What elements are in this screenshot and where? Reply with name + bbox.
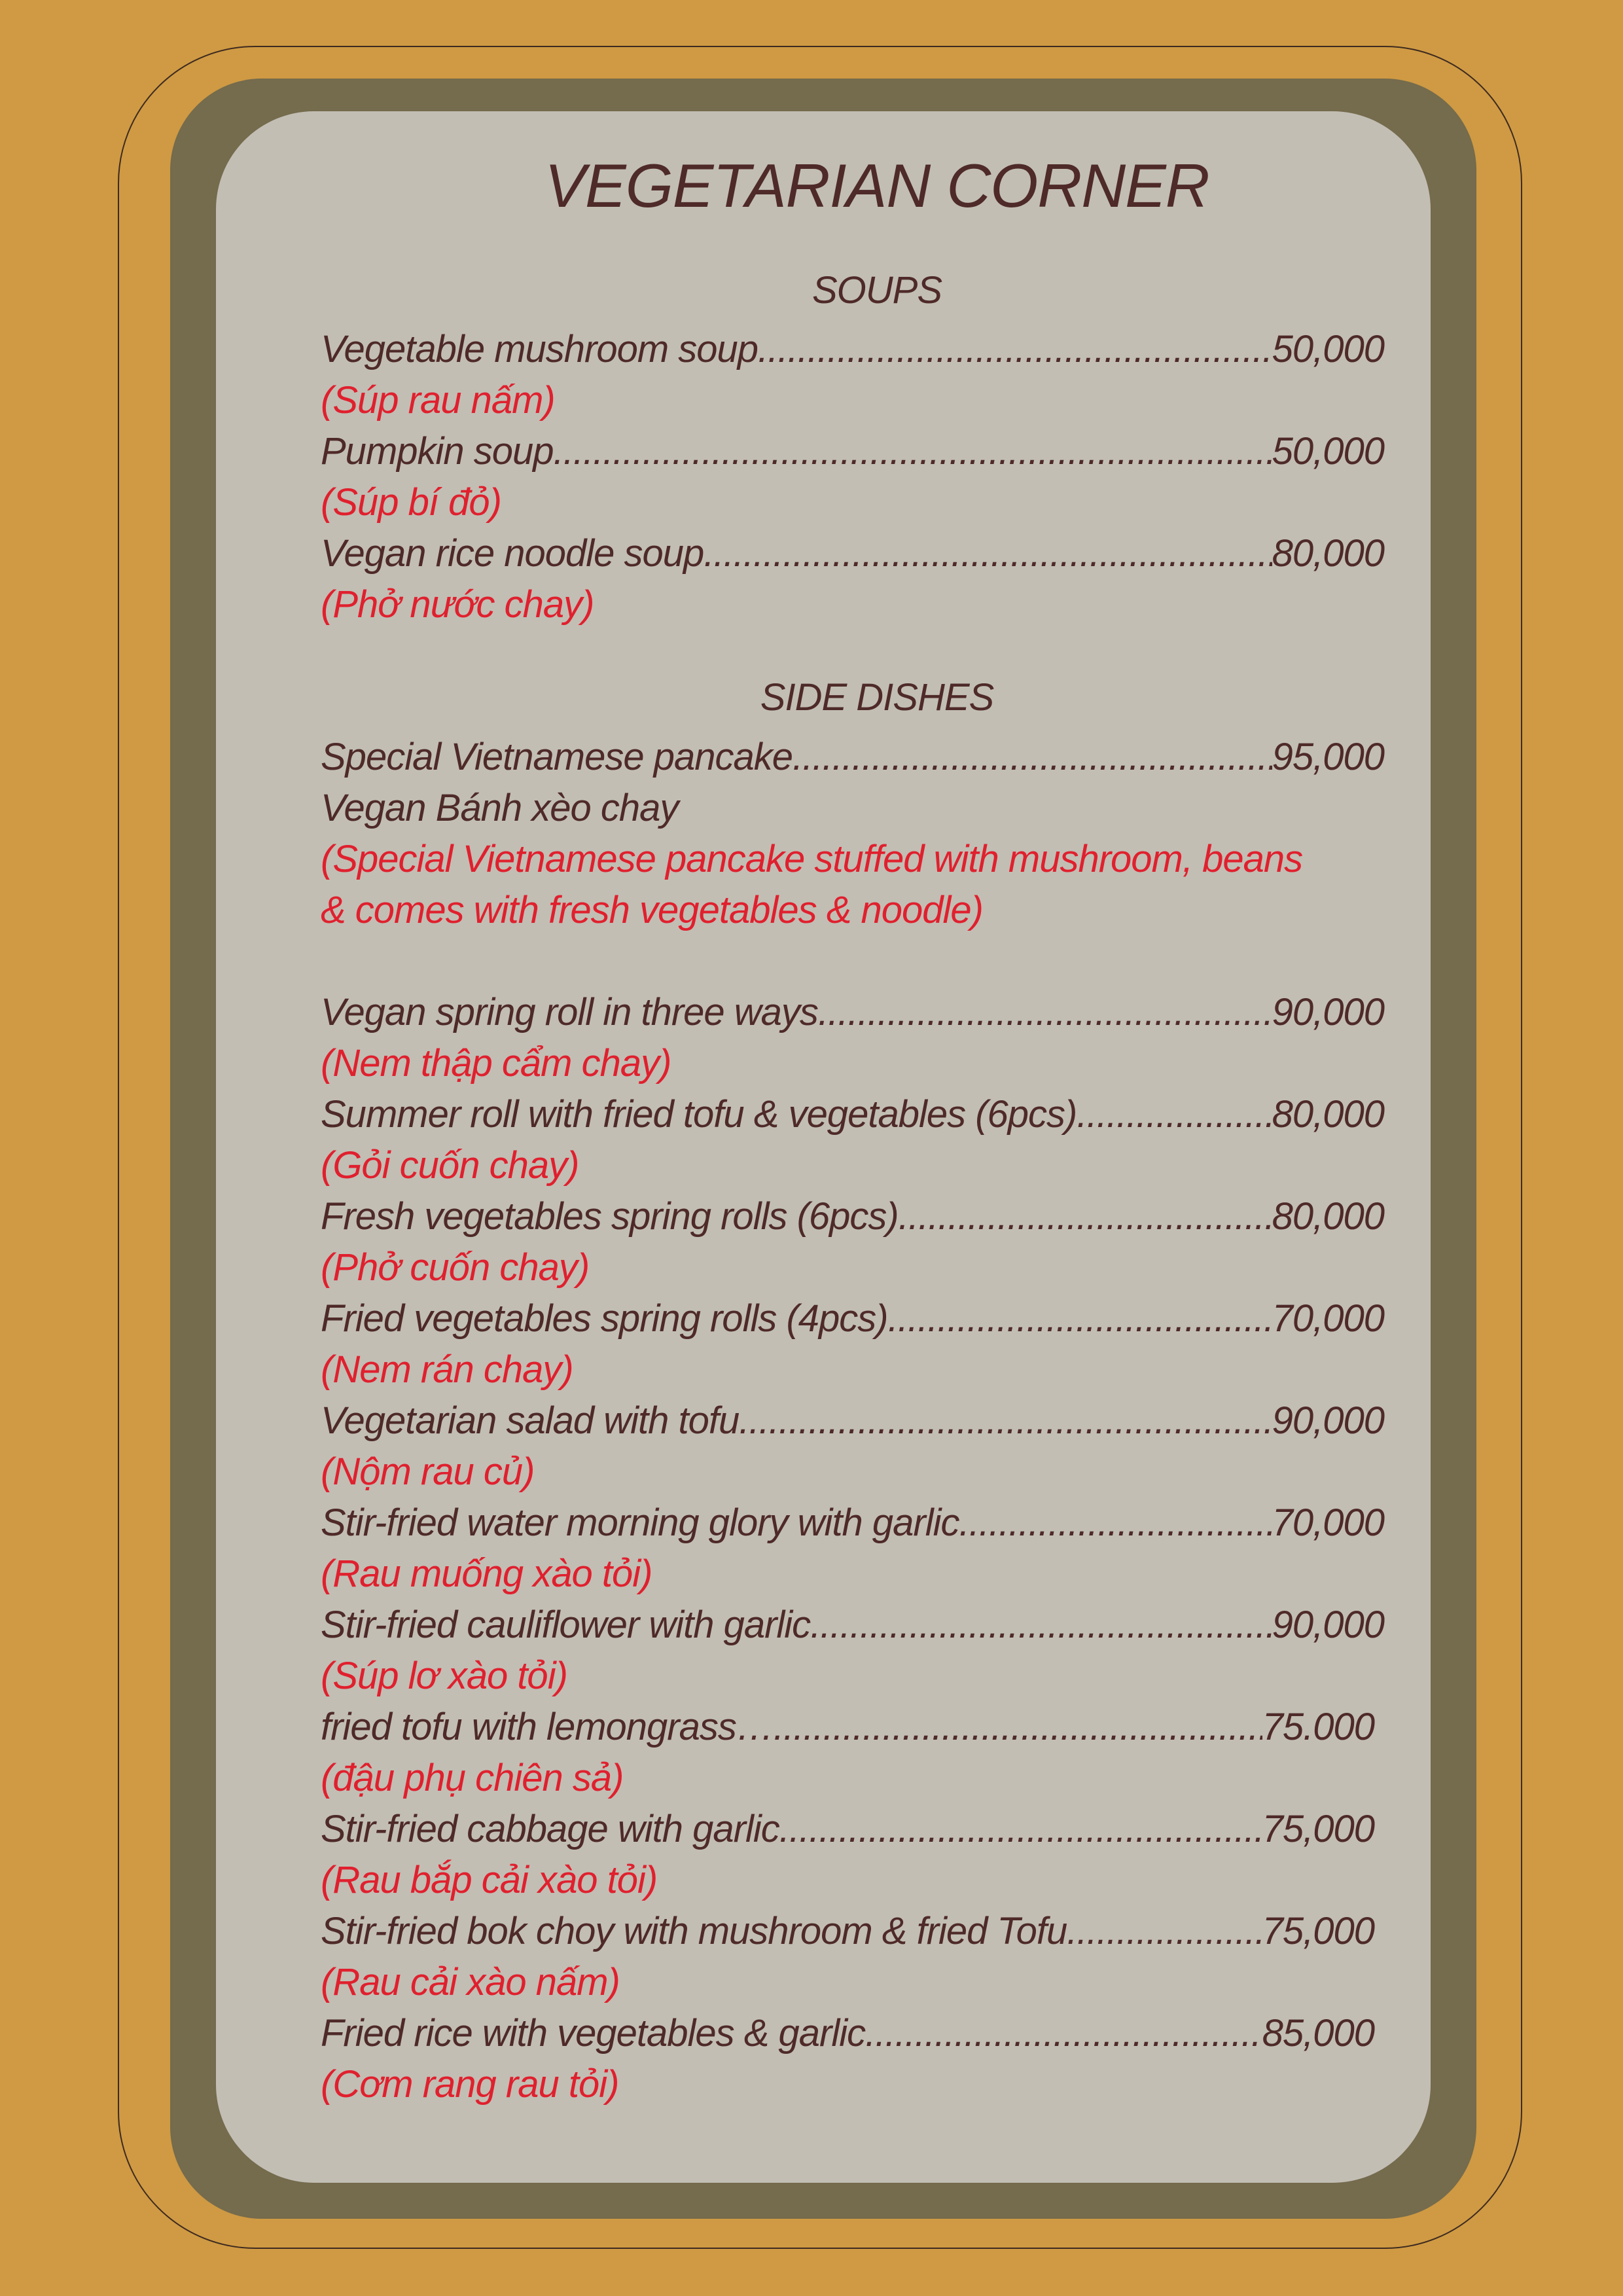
dish-price: 80,000: [1272, 532, 1384, 575]
dish-vietnamese-name: (Phở cuốn chay): [321, 1246, 590, 1289]
dish-vietnamese-name: (Nộm rau củ): [321, 1450, 535, 1493]
leader-dots: [959, 1498, 1272, 1549]
dish-description: & comes with fresh vegetables & noodle): [321, 889, 983, 931]
dish-vietnamese-name: (Cơm rang rau tỏi): [321, 2063, 619, 2106]
leader-dots: [704, 528, 1272, 579]
dish-price: 75.000: [1262, 1706, 1374, 1748]
dish-price: 95,000: [1272, 736, 1384, 778]
dish-price: 70,000: [1272, 1297, 1384, 1340]
dish-row-pumpkin-soup: [321, 426, 1384, 477]
menu-panel: [216, 111, 1431, 2183]
dish-row: [321, 1804, 1374, 1855]
dish-vietnamese-name: (Súp rau nấm): [321, 379, 555, 422]
dish-row: [321, 1498, 1384, 1549]
dish-vietnamese-name: (Rau muống xào tỏi): [321, 1552, 652, 1595]
dish-row-vegan-rice-noodle-soup: [321, 528, 1384, 579]
menu-title: VEGETARIAN CORNER: [544, 151, 1209, 220]
dish-row: [321, 1395, 1384, 1446]
leader-dots: [865, 2008, 1262, 2059]
dish-name: Stir-fried cauliflower with garlic: [321, 1604, 811, 1646]
dish-vietnamese-name: (Súp bí đỏ): [321, 481, 501, 524]
leader-dots: [774, 1702, 1262, 1753]
dish-name: Stir-fried cabbage with garlic: [321, 1808, 779, 1850]
dish-row: [321, 1191, 1384, 1242]
leader-dots: [888, 1293, 1272, 1344]
dish-price: 80,000: [1272, 1195, 1384, 1238]
dish-subtitle: Vegan Bánh xèo chay: [321, 787, 679, 829]
dish-name: Stir-fried bok choy with mushroom & fried Tofu: [321, 1910, 1067, 1952]
leader-dots: [1067, 1906, 1262, 1957]
dish-vietnamese-name: (Gỏi cuốn chay): [321, 1144, 579, 1187]
dish-row: [321, 1702, 1374, 1753]
leader-dots: [793, 732, 1272, 783]
dish-name: Vegetarian salad with tofu: [321, 1399, 740, 1442]
dish-vietnamese-name: (Phở nước chay): [321, 583, 594, 626]
dish-vietnamese-name: (Rau cải xào nấm): [321, 1961, 620, 2003]
dish-vietnamese-name: (Súp lơ xào tỏi): [321, 1655, 567, 1697]
dish-description: (Special Vietnamese pancake stuffed with mushroom, beans: [321, 838, 1303, 880]
dish-vietnamese-name: (Nem rán chay): [321, 1348, 573, 1391]
dish-name: Summer roll with fried tofu & vegetables (6pcs): [321, 1093, 1077, 1136]
leader-dots: [554, 426, 1272, 477]
leader-dots: [758, 324, 1272, 375]
dish-price: 80,000: [1272, 1093, 1384, 1136]
dish-name: Stir-fried water morning glory with garlic: [321, 1501, 959, 1544]
dish-row: [321, 1293, 1384, 1344]
dish-price: 75,000: [1262, 1808, 1374, 1850]
dish-price: 85,000: [1262, 2012, 1374, 2054]
dish-row-vegetable-mushroom-soup: [321, 324, 1384, 375]
dish-price: 50,000: [1272, 430, 1384, 473]
dish-price: 75,000: [1262, 1910, 1374, 1952]
side-dishes-heading: SIDE DISHES: [760, 676, 994, 719]
dish-price: 50,000: [1272, 328, 1384, 370]
dish-name: fried tofu with lemongrass…: [321, 1706, 774, 1748]
dish-row: [321, 1089, 1384, 1140]
dish-name: Fried rice with vegetables & garlic: [321, 2012, 866, 2054]
dish-vietnamese-name: (đậu phụ chiên sả): [321, 1757, 624, 1799]
dish-name: Vegetable mushroom soup: [321, 328, 758, 370]
dish-name: Fresh vegetables spring rolls (6pcs): [321, 1195, 899, 1238]
leader-dots: [810, 1600, 1272, 1651]
dish-row: [321, 1600, 1384, 1651]
dish-price: 90,000: [1272, 991, 1384, 1033]
dish-row-special-vietnamese-pancake: [321, 732, 1384, 783]
dish-name: Fried vegetables spring rolls (4pcs): [321, 1297, 888, 1340]
dish-name: Special Vietnamese pancake: [321, 736, 793, 778]
dish-price: 90,000: [1272, 1604, 1384, 1646]
dish-name: Vegan rice noodle soup: [321, 532, 704, 575]
dish-price: 70,000: [1272, 1501, 1384, 1544]
leader-dots: [899, 1191, 1272, 1242]
dish-row: [321, 1906, 1374, 1957]
dish-name: Vegan spring roll in three ways: [321, 991, 818, 1033]
leader-dots: [818, 987, 1272, 1038]
dish-price: 90,000: [1272, 1399, 1384, 1442]
dish-row: [321, 987, 1384, 1038]
leader-dots: [779, 1804, 1262, 1855]
dish-vietnamese-name: (Nem thập cẩm chay): [321, 1042, 671, 1085]
dish-vietnamese-name: (Rau bắp cải xào tỏi): [321, 1859, 658, 1901]
soups-heading: SOUPS: [812, 269, 942, 312]
dish-name: Pumpkin soup: [321, 430, 554, 473]
dish-row: [321, 2008, 1374, 2059]
leader-dots: [739, 1395, 1272, 1446]
leader-dots: [1077, 1089, 1272, 1140]
